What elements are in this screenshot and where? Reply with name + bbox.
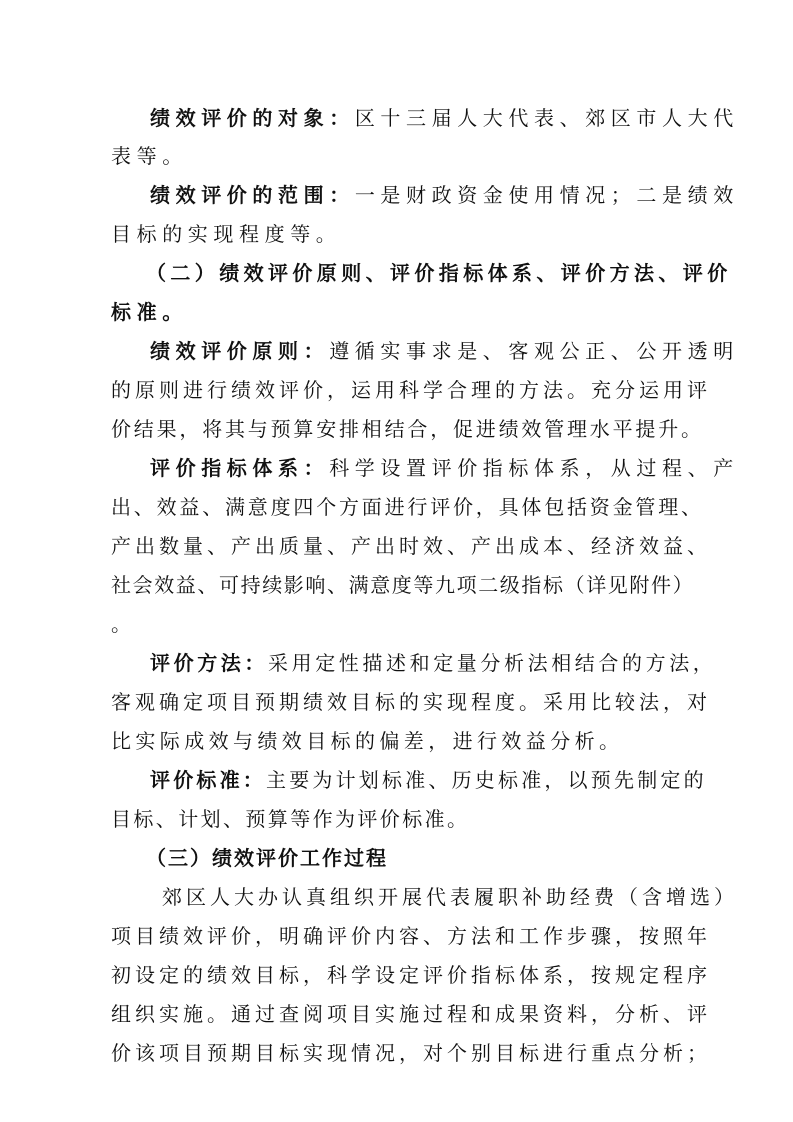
para-target-text: 区十三届人大代表、郊区市人大代 [354, 106, 739, 130]
para-process-line-1: 郊区人大办认真组织开展代表履职补助经费（含增选） [162, 885, 738, 909]
para-target-label: 绩效评价的对象： [150, 106, 355, 130]
para-standard-label: 评价标准： [150, 768, 266, 792]
para-scope-text: 一是财政资金使用情况；二是绩效 [354, 183, 739, 207]
heading-section-2-line-2: 标准。 [111, 300, 188, 324]
para-principle-line-3: 价结果，将其与预算安排相结合，促进绩效管理水平提升。 [111, 417, 704, 441]
para-indicator-line-1 [150, 453, 739, 483]
para-standard-line-1 [150, 765, 707, 795]
para-method-line-1 [150, 648, 716, 678]
para-process-line-3: 初设定的绩效目标，科学设定评价指标体系，按规定程序 [111, 963, 711, 987]
para-indicator-line-5: 。 [111, 612, 137, 636]
para-method-line-2: 客观确定项目预期绩效目标的实现程度。采用比较法，对 [111, 690, 711, 714]
para-scope-line-1 [150, 180, 739, 210]
para-scope-line-2: 目标的实现程度等。 [111, 222, 342, 246]
para-target-line-1 [150, 103, 739, 133]
para-indicator-text: 科学设置评价指标体系，从过程、产 [329, 456, 739, 480]
para-indicator-line-2: 出、效益、满意度四个方面进行评价，具体包括资金管理、 [111, 495, 704, 519]
para-principle-text: 遵循实事求是、客观公正、公开透明 [329, 339, 739, 363]
para-process-line-5: 价该项目预期目标实现情况，对个别目标进行重点分析； [111, 1041, 711, 1065]
para-process-line-2: 项目绩效评价，明确评价内容、方法和工作步骤，按照年 [111, 924, 711, 948]
para-principle-line-1 [150, 336, 739, 366]
para-indicator-label: 评价指标体系： [150, 456, 330, 480]
para-process-line-4: 组织实施。通过查阅项目实施过程和成果资料，分析、评 [111, 1002, 711, 1026]
para-indicator-line-3: 产出数量、产出质量、产出时效、产出成本、经济效益、 [111, 534, 711, 558]
para-principle-label: 绩效评价原则： [150, 339, 330, 363]
heading-section-3: （三）绩效评价工作过程 [146, 846, 388, 870]
para-standard-line-2: 目标、计划、预算等作为评价标准。 [111, 807, 470, 831]
para-method-text: 采用定性描述和定量分析法相结合的方法， [268, 651, 717, 675]
para-standard-text: 主要为计划标准、历史标准，以预先制定的 [266, 768, 707, 792]
para-principle-line-2: 的原则进行绩效评价，运用科学合理的方法。充分运用评 [111, 378, 711, 402]
para-indicator-line-4: 社会效益、可持续影响、满意度等九项二级指标（详见附件） [111, 573, 695, 597]
para-scope-label: 绩效评价的范围： [150, 183, 355, 207]
para-target-line-2: 表等。 [111, 144, 188, 168]
para-method-line-3: 比实际成效与绩效目标的偏差，进行效益分析。 [111, 729, 624, 753]
para-method-label: 评价方法： [150, 651, 268, 675]
heading-section-2-line-1: （二）绩效评价原则、评价指标体系、评价方法、评价 [146, 261, 732, 285]
